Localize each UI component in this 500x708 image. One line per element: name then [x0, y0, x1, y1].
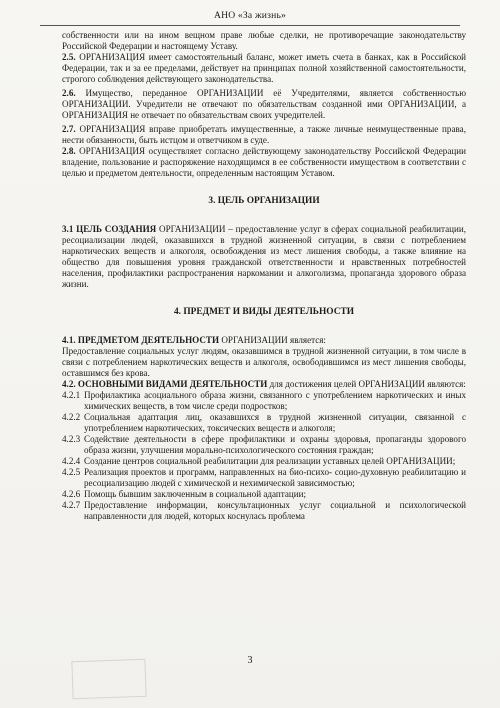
document-body	[62, 30, 466, 522]
item-number: 4.2.3	[62, 434, 81, 444]
clause-2-5	[62, 52, 466, 85]
item-number: 4.2.1	[62, 390, 81, 400]
item-number: 4.2.4	[62, 456, 81, 466]
clause-lead: 3.1 ЦЕЛЬ СОЗДАНИЯ	[62, 224, 157, 234]
clause-4-1	[62, 335, 466, 346]
clause-3-1	[62, 224, 466, 290]
clause-lead: 4.1. ПРЕДМЕТОМ ДЕЯТЕЛЬНОСТИ	[62, 335, 220, 345]
list-item	[62, 390, 466, 412]
item-text: Реализация проектов и программ, направленных на био-психо- социо-духовную реабилитацию и ресоциализацию людей с химической и нехимической зависимостью;	[84, 467, 466, 488]
item-text: Содействие деятельности в сфере профилактики и охраны здоровья, пропаганды здорового образа жизни, улучшения морально-психологического состояния граждан;	[84, 434, 466, 455]
item-number: 4.2.5	[62, 467, 81, 477]
item-text: Профилактика асоциального образа жизни, связанного с употреблением наркотических и иных химических веществ, в том числе среди подростков;	[84, 390, 466, 411]
clause-2-8	[62, 146, 466, 179]
clause-text: ОРГАНИЗАЦИЯ осуществляет согласно действующему законодательству Российской Федерации владение, пользование и распоряжение находящимся в ее собственности имуществом в соответствии с целью и предметом деятельности, определенным настоящим Уставом.	[62, 146, 466, 178]
clause-text: ОРГАНИЗАЦИЯ вправе приобретать имущественные, а также личные неимущественные права, нести обязанности, быть истцом и ответчиком в суде.	[62, 124, 466, 145]
list-item	[62, 434, 466, 456]
section-3-title: 3. ЦЕЛЬ ОРГАНИЗАЦИИ	[208, 196, 320, 206]
clause-lead-tail: ОРГАНИЗАЦИИ является:	[219, 335, 326, 345]
clause-number: 2.6.	[62, 88, 76, 98]
clause-text: Имущество, переданное ОРГАНИЗАЦИИ её Учредителями, является собственностью ОРГАНИЗАЦИИ. Учредители не отвечают по обязательствам созданной ими ОРГАНИЗАЦИИ, а ОРГАНИЗАЦИЯ не отвечает по обязательствам своих учредителей.	[62, 88, 467, 120]
clause-lead: 4.2. ОСНОВНЫМИ ВИДАМИ ДЕЯТЕЛЬНОСТИ	[62, 379, 268, 389]
item-number: 4.2.6	[62, 489, 81, 499]
clause-text: ОРГАНИЗАЦИИ – предоставление услуг в сферах социальной реабилитации, ресоциализации людей, оказавшихся в трудной жизненной ситуации, в связи с потреблением наркотических веществ и алкоголя, освобождения из мест лишения свободы, а также влияние на общество для повышения уровня гражданской ответственности и нравственных потребностей населения, профилактики распространения наркомании и алкоголизма, пропаганда здорового образа жизни.	[62, 224, 466, 289]
item-text: Создание центров социальной реабилитации для реализации уставных целей ОРГАНИЗАЦИИ;	[84, 456, 456, 466]
clause-2-6	[62, 88, 466, 121]
item-number: 4.2.2	[62, 412, 81, 422]
clause-number: 2.7.	[62, 124, 76, 134]
section-4-title: 4. ПРЕДМЕТ И ВИДЫ ДЕЯТЕЛЬНОСТИ	[173, 307, 355, 317]
page-number: 3	[247, 655, 253, 666]
item-number: 4.2.7	[62, 500, 81, 510]
clause-4-1-text: Предоставление социальных услуг людям, оказавшимся в трудной жизненной ситуации, в том числе в связи с потреблением наркотических веществ и алкоголя, освободившимся из мест лишения свободы, оставшимся без крова.	[62, 346, 466, 378]
list-item	[62, 412, 466, 434]
list-item	[62, 456, 466, 467]
list-item	[62, 500, 466, 522]
clause-number: 2.5.	[62, 52, 76, 62]
clause-lead-tail: для достижения целей ОРГАНИЗАЦИИ являются:	[267, 379, 466, 389]
item-text: Предоставление информации, консультационных услуг социальной и психологической направленности для людей, которых коснулась проблема	[84, 500, 466, 521]
running-header: АНО «За жизнь»	[213, 10, 287, 21]
clause-2-7	[62, 124, 466, 146]
list-item	[62, 489, 466, 500]
header-rule	[40, 25, 460, 26]
item-text: Помощь бывшим заключенным в социальной адаптации;	[84, 489, 307, 499]
continued-paragraph: собственности или на ином вещном праве любые сделки, не противоречащие законодательству Российской Федерации и настоящему Уставу.	[62, 30, 466, 51]
clause-text: ОРГАНИЗАЦИЯ имеет самостоятельный баланс, может иметь счета в банках, как в Российской Федерации, так и за ее пределами, действует на принципах полной хозяйственной самостоятельности, строгого соблюдения действующего законодательства.	[62, 52, 467, 84]
clause-number: 2.8.	[62, 146, 76, 156]
clause-4-2	[62, 379, 466, 390]
list-item	[62, 467, 466, 489]
item-text: Социальная адаптация лиц, оказавшихся в трудной жизненной ситуации, связанной с употреблением наркотических, токсических веществ и алкоголя;	[84, 412, 466, 433]
